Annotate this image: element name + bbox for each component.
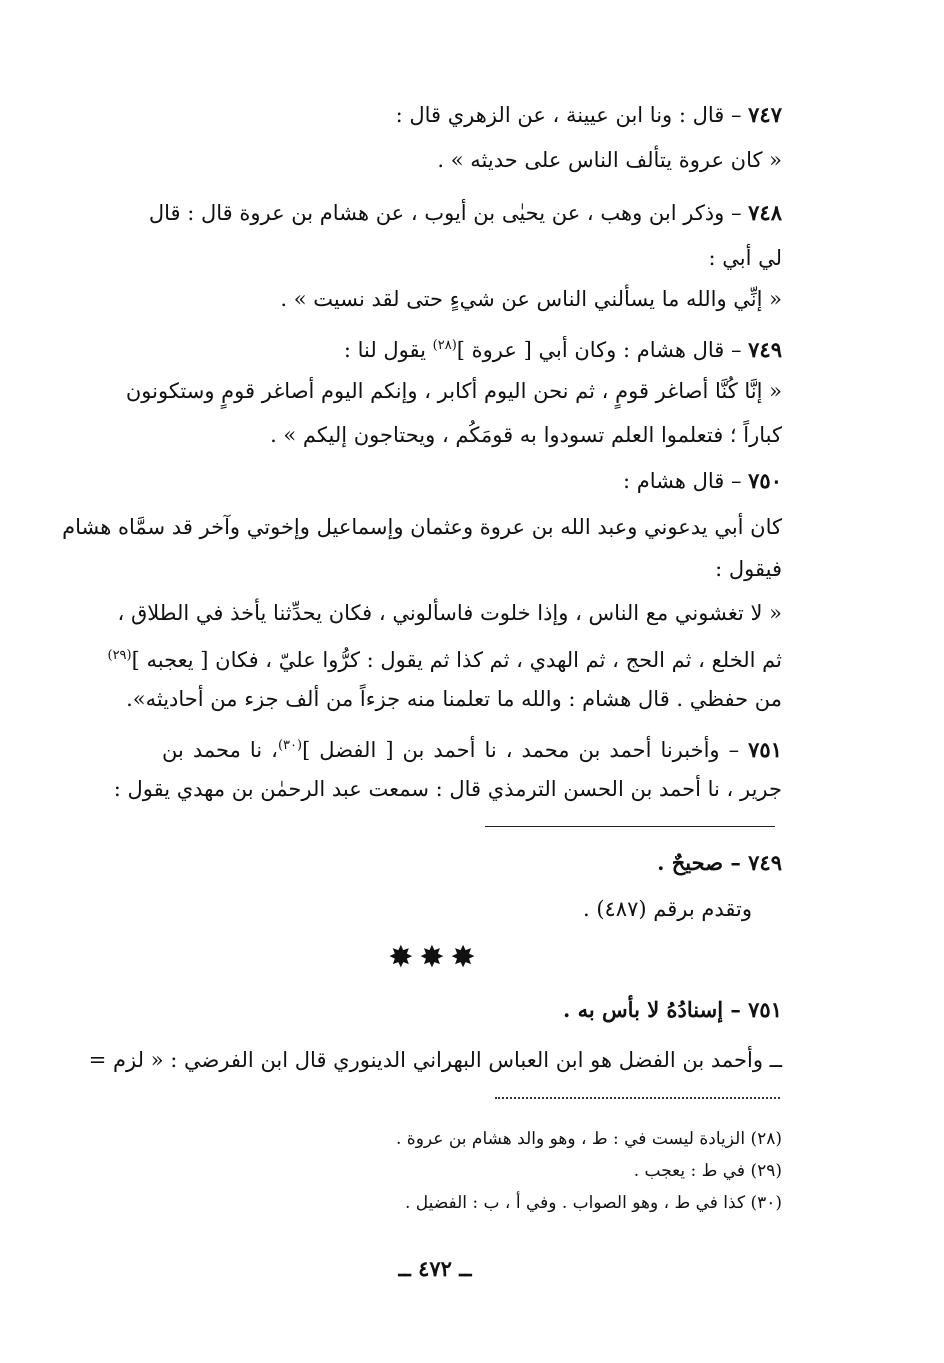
hadith-750-quote: [117, 598, 782, 628]
footnote-28: (٢٨) الزيادة ليست في : ط ، وهو والد هشام بن عروة .: [396, 1129, 782, 1149]
quote-text: « إنَّا كُنَّا أصاغر قومٍ ، ثم نحن اليوم أكابر ، وإنكم اليوم أصاغر قومٍ وستكونون: [125, 379, 782, 403]
hadith-751-line: [162, 731, 782, 765]
hadith-747-line: [162, 100, 782, 130]
hadith-number: ٧٤٩: [748, 337, 782, 362]
commentary-751-note: [88, 1045, 782, 1075]
commentary-number: ٧٥١: [748, 997, 782, 1022]
hadith-748-quote: [162, 284, 782, 314]
hadith-748-line: [148, 198, 782, 228]
hadith-750-body: [62, 512, 782, 542]
quote-text: « إنِّي والله ما يسألني الناس عن شيءٍ حتى لقد نسيت » .: [280, 287, 782, 311]
hadith-text: يقول لنا :: [343, 338, 433, 362]
hadith-749-line: [162, 331, 782, 365]
hadith-text: – وأخبرنا أحمد بن محمد ، نا أحمد بن [ الفضل ]: [302, 738, 749, 762]
quote-text: من حفظي . قال هشام : والله ما تعلمنا منه جزءاً من ألف جزء من أحاديثه».: [126, 687, 782, 711]
hadith-text: – قال هشام : وكان أبي [ عروة ]: [456, 338, 749, 362]
hadith-750-line: [162, 466, 782, 496]
commentary-751: [162, 995, 782, 1025]
hadith-text: – قال هشام :: [622, 469, 749, 493]
footnote-30: (٣٠) كذا في ط ، وهو الصواب . وفي أ ، ب : الفضيل .: [404, 1193, 782, 1213]
hadith-text: – قال : ونا ابن عيينة ، عن الزهري قال :: [395, 103, 749, 127]
hadith-text: فيقول :: [715, 557, 782, 581]
hadith-number: ٧٤٨: [748, 200, 782, 225]
footnote-separator: [495, 1097, 780, 1099]
commentary-749-note: [162, 894, 752, 924]
hadith-text: كان أبي يدعوني وعبد الله بن عروة وعثمان وإسماعيل وإخوتي وآخر قد سمَّاه هشام: [62, 515, 782, 539]
commentary-grade: – صحيحٌ .: [657, 850, 749, 875]
hadith-748-line-2: [162, 243, 782, 273]
section-divider: [485, 826, 775, 827]
hadith-text: لي أبي :: [708, 246, 782, 270]
hadith-750-body-2: [162, 554, 782, 584]
hadith-749-quote-2: [162, 420, 782, 450]
hadith-text: جرير ، نا أحمد بن الحسن الترمذي قال : سمعت عبد الرحمٰن بن مهدي يقول :: [113, 777, 782, 801]
quote-text: « كان عروة يتألف الناس على حديثه » .: [437, 148, 782, 172]
footnote-ref: (٢٩): [107, 648, 132, 663]
page-number: ــ ٤٧٢ ــ: [398, 1256, 472, 1281]
commentary-text: وتقدم برقم (٤٨٧) .: [582, 897, 752, 921]
commentary-number: ٧٤٩: [748, 850, 782, 875]
commentary-text: ــ وأحمد بن الفضل هو ابن العباس البهراني الدينوري قال ابن الفرضي : « لزم =: [88, 1048, 782, 1072]
commentary-grade: – إسنادُهُ لا بأس به .: [563, 997, 749, 1022]
footnote-ref: (٢٨): [432, 338, 457, 353]
commentary-749: [162, 848, 782, 878]
hadith-number: ٧٥٠: [748, 468, 782, 493]
hadith-750-quote-2: [107, 641, 782, 675]
hadith-749-quote: [125, 376, 782, 406]
quote-text: كباراً ؛ فتعلموا العلم تسودوا به قومَكُم ، ويحتاجون إليكم » .: [270, 423, 782, 447]
hadith-747-quote: [162, 145, 782, 175]
hadith-751-line-2: [113, 774, 782, 804]
footnote-29: (٢٩) في ط : يعجب .: [633, 1161, 782, 1181]
hadith-text: – وذكر ابن وهب ، عن يحيٰى بن أيوب ، عن هشام بن عروة قال : قال: [148, 201, 749, 225]
footnote-ref: (٣٠): [277, 738, 303, 753]
hadith-text: ، نا محمد بن: [162, 738, 278, 762]
separator-stars: ✸✸✸: [388, 940, 482, 975]
hadith-750-quote-3: [126, 684, 782, 714]
hadith-number: ٧٥١: [748, 737, 782, 762]
hadith-number: ٧٤٧: [748, 102, 782, 127]
quote-text: « لا تغشوني مع الناس ، وإذا خلوت فاسألوني ، فكان يحدِّثنا يأخذ في الطلاق ،: [117, 601, 782, 625]
quote-text: ثم الخلع ، ثم الحج ، ثم الهدي ، ثم كذا ثم يقول : كرُّوا عليّ ، فكان [ يعجبه ]: [131, 648, 782, 672]
